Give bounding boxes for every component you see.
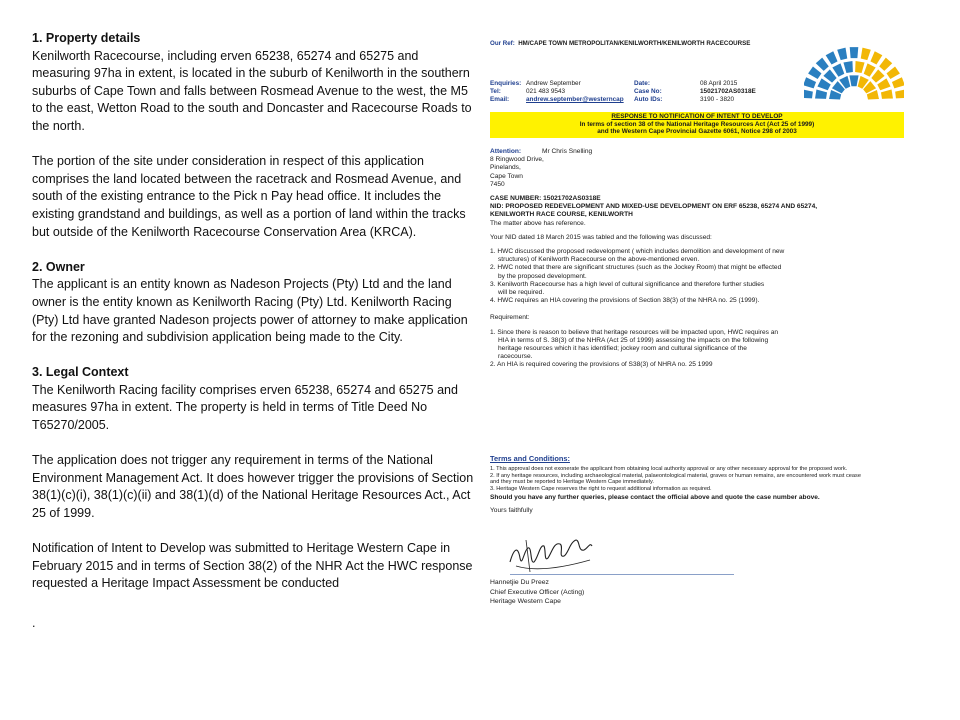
term-item: 2. If any heritage resources, including archaeological material, palaeontological material, graves or human remains, are encountered work must cease	[490, 472, 861, 479]
address-line-2: Pinelands,	[490, 164, 521, 172]
term-item: 1. This approval does not exonerate the applicant from obtaining local authority approval or any other necessary approval for the proposed work.	[490, 465, 848, 472]
logo-segment	[881, 89, 893, 98]
list-item: will be required.	[498, 289, 545, 297]
letter-reference	[490, 40, 750, 48]
auto-ids-label: Auto IDs:	[634, 96, 663, 104]
response-banner	[490, 112, 904, 138]
tel-label: Tel:	[490, 88, 501, 96]
list-item: 4. HWC requires an HIA covering the provisions of Section 38(3) of the NHRA no. 25 (1999).	[490, 297, 760, 305]
ref-label: Our Ref:	[490, 40, 515, 47]
terms-title: Terms and Conditions:	[490, 454, 570, 463]
logo-segment	[804, 89, 813, 98]
paragraph-legal-2: The application does not trigger any requirement in terms of the National Environment Management Act. It does however trigger the provisions of Section 38(1)(c)(i), 38(1)(c)(ii) and 38(1)(d) of the National Heritage Resources Act., Act 25 of 1999.	[32, 453, 474, 521]
reference-note: The matter above has reference.	[490, 219, 586, 227]
date-label: Date:	[634, 80, 650, 87]
logo-segment	[855, 61, 864, 73]
tel-value: 021 483 9543	[526, 88, 566, 96]
queries-note: Should you have any further queries, please contact the official above and quote the case number above.	[490, 493, 820, 501]
logo-segment	[871, 69, 884, 82]
requirement-label: Requirement:	[490, 314, 530, 322]
list-item: racecourse.	[498, 353, 533, 361]
logo-segment	[823, 69, 836, 82]
logo-segment	[864, 63, 876, 76]
logo-segment	[877, 78, 890, 90]
address-line-1: 8 Ringwood Drive,	[490, 156, 544, 164]
logo-segment	[808, 66, 821, 79]
handwritten-signature	[506, 528, 596, 580]
address-line-3: Cape Town	[490, 172, 523, 180]
logo-segment	[826, 51, 838, 64]
logo-segment	[895, 89, 904, 98]
heading-property-details: 1. Property details	[32, 31, 141, 45]
paragraph-property: Kenilworth Racecourse, including erven 65238, 65274 and 65275 and measuring 97ha in extent, is located in the suburb of Kenilworth in the southern suburbs of Cape Town and falls between Rosmead Avenue to the west, the M5 to the east, Wetton Road to the south and Doncaster and Racecourse Roads to the north.	[32, 48, 472, 133]
case-number: CASE NUMBER: 15021702AS0318E	[490, 195, 601, 203]
document-text	[32, 30, 477, 633]
case-value: 15021702AS0318E	[700, 88, 756, 96]
list-item: HIA in terms of S. 38(3) of the NHRA (Act 25 of 1999) assessing the impacts on the following	[498, 336, 769, 344]
requirement-list	[490, 329, 900, 370]
date-value: 08 April 2015	[700, 80, 738, 87]
heading-owner: 2. Owner	[32, 259, 85, 274]
signer-role: Chief Executive Officer (Acting)	[490, 588, 585, 596]
list-item: by the proposed development.	[498, 272, 587, 280]
discussion-list	[490, 248, 900, 305]
list-item: 2. An HIA is required covering the provisions of S38(3) of NHRA no. 25 1999	[490, 361, 713, 369]
logo-segment	[879, 58, 892, 71]
list-item: structures) of Kenilworth Racecourse on the above-mentioned erven.	[498, 256, 700, 264]
banner-line-3: and the Western Cape Provincial Gazette 6061, Notice 298 of 2003	[597, 128, 797, 136]
logo-segment	[804, 77, 816, 88]
enquiries-value: Andrew September	[526, 80, 581, 87]
logo-segment	[817, 78, 830, 90]
logo-segment	[850, 47, 859, 58]
signer-name: Hannetjie Du Preez	[490, 579, 549, 586]
auto-ids-value: 3190 - 3820	[700, 96, 735, 104]
list-item: 1. Since there is reason to believe that heritage resources will be impacted upon, HWC requires an	[490, 328, 779, 336]
banner-line-2: In terms of section 38 of the National Heritage Resources Act (Act 25 of 1999)	[579, 120, 815, 128]
signer-block	[490, 578, 584, 607]
logo-segment	[837, 48, 847, 60]
letter-meta	[490, 80, 780, 105]
paragraph-owner: The applicant is an entity known as Nadeson Projects (Pty) Ltd and the land owner is the entity known as Kenilworth Racing (Pty) Ltd. Kenilworth Racing (Pty) Ltd have granted Nadeson projects power of attorney to make application for the rezoning and subdivision application being made to the City.	[32, 277, 468, 345]
list-item: 3. Kenilworth Racecourse has a high level of cultural significance and therefore further studies	[490, 280, 765, 288]
tabled-statement: Your NID dated 18 March 2015 was tabled and the following was discussed:	[490, 233, 712, 241]
logo-segment	[870, 51, 882, 64]
term-item: and they must be reported to Heritage Western Cape immediately.	[490, 479, 654, 486]
enquiries-label: Enquiries:	[490, 80, 522, 87]
signer-org: Heritage Western Cape	[490, 598, 561, 606]
nid-line-2: KENILWORTH RACE COURSE, KENILWORTH	[490, 211, 633, 219]
ref-value: HM/CAPE TOWN METROPOLITAN/KENILWORTH/KENILWORTH RACECOURSE	[518, 40, 751, 47]
signature-line	[510, 574, 734, 575]
trailing-dot: .	[32, 616, 36, 630]
yours-faithfully: Yours faithfully	[490, 506, 533, 514]
heading-legal-context: 3. Legal Context	[32, 365, 129, 380]
logo-segment	[816, 58, 829, 71]
list-item: 2. HWC noted that there are significant structures (such as the Jockey Room) that might be effected	[490, 264, 782, 272]
paragraph-notification: Notification of Intent to Develop was submitted to Heritage Western Cape in February 2015 and in terms of Section 38(2) of the NHR Act the HWC response requested a Heritage Impact Assessment be conducted	[32, 541, 473, 591]
nid-line-1: NID: PROPOSED REDEVELOPMENT AND MIXED-USE DEVELOPMENT ON ERF 65238, 65274 AND 65274,	[490, 203, 818, 211]
banner-title: RESPONSE TO NOTIFICATION OF INTENT TO DEVELOP	[611, 113, 783, 120]
case-label: Case No:	[634, 88, 662, 96]
email-value: andrew.september@westerncap	[526, 96, 624, 104]
logo-segment	[815, 89, 827, 98]
logo-segment	[832, 63, 844, 76]
term-item: 3. Heritage Western Cape reserves the right to request additional information as required.	[490, 486, 712, 493]
list-item: heritage resources which it has identified; jockey room and cultural significance of the	[498, 345, 747, 353]
logo-segment	[849, 75, 858, 86]
letter-body	[490, 148, 900, 370]
heritage-western-cape-logo	[804, 38, 904, 116]
logo-segment	[892, 77, 904, 88]
attention-label: Attention:	[490, 148, 522, 155]
paragraph-portion: The portion of the site under consideration in respect of this application comprises the land located between the racetrack and Rosmead Avenue, and south of the existing entrance to the Pick n Pay head office. It includes the existing grandstand and buildings, as well as a portion of land within the tracks but outside of the Kenilworth Racecourse Conservation Area (KRCA).	[32, 154, 466, 239]
address-line-4: 7450	[490, 180, 505, 188]
logo-segment	[887, 66, 900, 79]
attention-value: Mr Chris Snelling	[542, 148, 593, 155]
paragraph-legal-1: The Kenilworth Racing facility comprises erven 65238, 65274 and 65275 and measures 97ha in extent. The property is held in terms of Title Deed No T65270/2005.	[32, 382, 458, 433]
terms-and-conditions	[490, 456, 940, 515]
list-item: 1. HWC discussed the proposed redevelopment ( which includes demolition and development of new	[490, 248, 785, 256]
logo-segment	[843, 61, 852, 73]
logo-segment	[861, 48, 871, 60]
email-label: Email:	[490, 96, 510, 104]
logo-sunburst	[804, 47, 904, 99]
